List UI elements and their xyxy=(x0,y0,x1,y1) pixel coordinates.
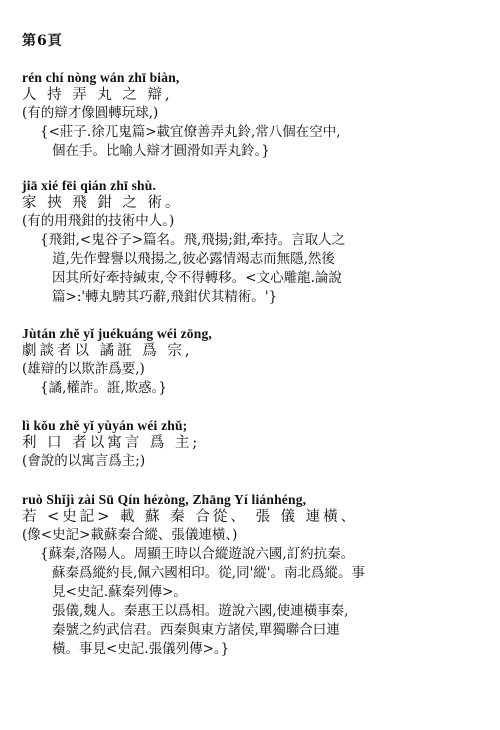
translation-line: (有的用飛鉗的技術中人。) xyxy=(22,213,175,229)
translation-line: (有的辯才像圓轉玩球,) xyxy=(22,105,159,121)
note-line: 見<史記.蘇秦列傳>。 xyxy=(52,584,187,600)
note-line: 橫。事見<史記.張儀列傳>。} xyxy=(52,641,230,657)
page-number: 第6頁 xyxy=(22,33,63,49)
chinese-line: 劇談者以 譎誑 爲 宗, xyxy=(22,343,193,359)
entry-4 xyxy=(22,418,482,470)
entry-3 xyxy=(22,326,482,398)
note-line: 個在手。比喻人辯才圓滑如弄丸鈴。} xyxy=(52,143,270,159)
annotation-note xyxy=(40,545,482,659)
note-line: {蘇秦,洛陽人。周顯王時以合縱遊說六國,訂約抗秦。 xyxy=(40,546,355,562)
pinyin-line: jiā xié fēi qián zhī shù. xyxy=(22,178,157,193)
entry-1 xyxy=(22,70,482,161)
note-line: 秦號之約武信君。西秦與東方諸侯,單獨聯合曰連 xyxy=(52,622,340,638)
annotation-note xyxy=(40,123,482,161)
note-line: 道,先作聲譽以飛揚之,彼必露情竭志而無隱,然後 xyxy=(52,251,335,267)
translation-line: (雄辯的以欺詐爲要,) xyxy=(22,361,145,377)
note-line: 張儀,魏人。秦惠王以爲相。遊說六國,使連橫事秦, xyxy=(52,603,349,619)
chinese-line: 人 持 弄 丸 之 辯, xyxy=(22,87,173,103)
pinyin-line: lì kǒu zhě yǐ yùyán wéi zhǔ; xyxy=(22,418,188,433)
chinese-line: 若 <史記> 載 蘇 秦 合從、 張 儀 連橫、 xyxy=(22,509,359,525)
note-line: 蘇秦爲縱約長,佩六國相印。從,同'縱'。南北爲縱。事 xyxy=(52,565,366,581)
chinese-line: 家 挾 飛 鉗 之 術。 xyxy=(22,195,183,211)
entry-2 xyxy=(22,178,482,307)
note-line: {飛鉗,<鬼谷子>篇名。飛,飛揚;鉗,牽持。言取人之 xyxy=(40,232,346,248)
pinyin-line: rén chí nòng wán zhī biàn, xyxy=(22,70,180,85)
chinese-line: 利 口 者以寓言 爲 主; xyxy=(22,435,201,451)
translation-line: (像<史記>載蘇秦合縱、張儀連橫、) xyxy=(22,527,238,543)
annotation-note xyxy=(40,379,482,398)
translation-line: (會說的以寓言爲主;) xyxy=(22,453,146,469)
note-line: 篇>:'轉丸騁其巧辭,飛鉗伏其精術。'} xyxy=(52,289,278,305)
note-line: {<莊子.徐兀鬼篇>載宜僚善弄丸鈴,常八個在空中, xyxy=(40,124,341,140)
note-line: 因其所好牽持緘束,令不得轉移。<文心雕龍.論說 xyxy=(52,270,342,286)
pinyin-line: ruò Shǐjì zài Sū Qín hézòng, Zhāng Yí liánhéng, xyxy=(22,492,307,507)
annotation-note xyxy=(40,231,482,307)
entry-5 xyxy=(22,492,482,659)
note-line: {譎,權詐。誑,欺惑。} xyxy=(40,380,168,396)
pinyin-line: Jùtán zhě yǐ juékuáng wéi zōng, xyxy=(22,326,212,341)
